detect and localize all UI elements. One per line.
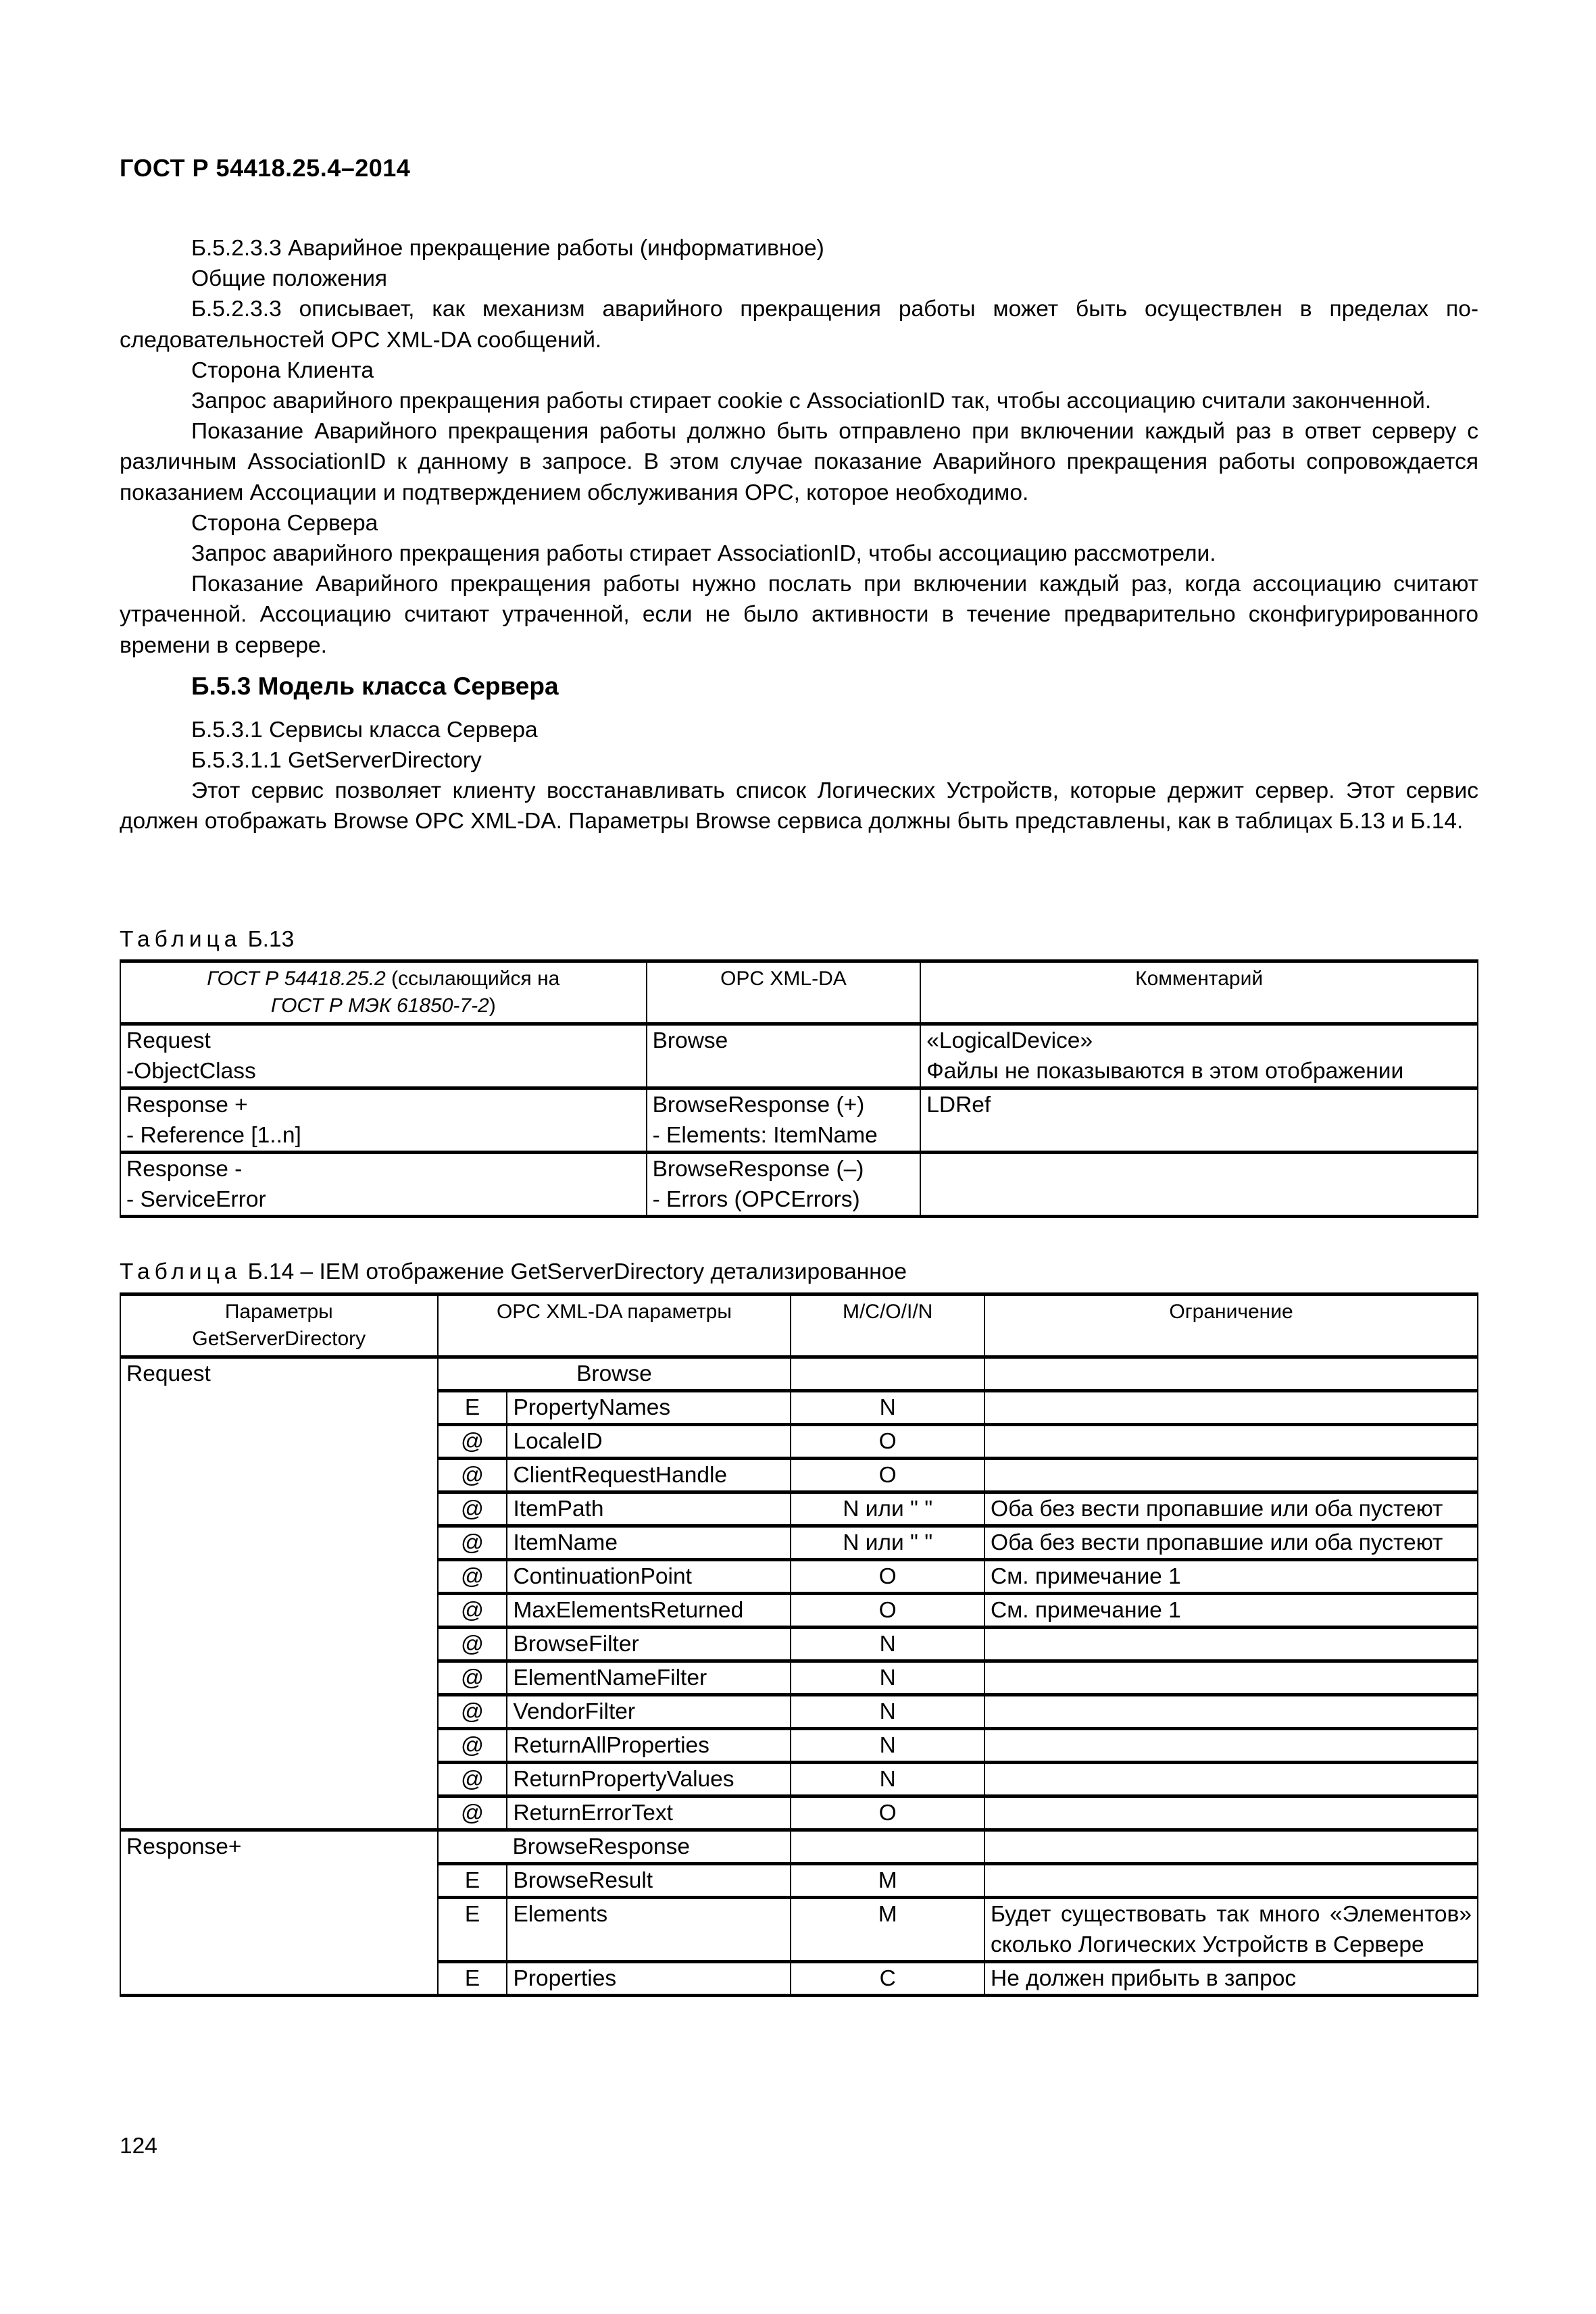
paragraph-heading: Сторона Клиента	[191, 357, 374, 383]
body-text	[120, 233, 1478, 837]
subsection-title: Б.5.3.1 Сервисы класса Сервера	[191, 717, 538, 743]
request-label: Request	[120, 1357, 438, 1830]
section-heading: Б.5.3 Модель класса Сервера	[191, 672, 559, 700]
paragraph: Запрос аварийного прекращения работы стирает AssociationID, чтобы ассоциацию рассмотрели.	[191, 541, 1216, 567]
table-header-row	[120, 1294, 1478, 1357]
paragraph: Показание Аварийного прекращения работы должно быть отправлено при включении каждый раз в ответ серверу с различным AssociationID к данному в запросе. В этом случае показание Аварийного прекращения работы сопровождается показанием Ассоциации и подтверждением обслуживания OPC, которое необходимо.	[120, 419, 1478, 505]
table-row: @ ItemName N или " " Оба без вести пропавшие или оба пустеют	[120, 1526, 1478, 1560]
table-row: @ ElementNameFilter N	[120, 1661, 1478, 1695]
paragraph: Б.5.2.3.3 описывает, как механизм аварийного прекращения работы может быть осуществлен в пределах последовательностей OPC XML-DA сообщений.	[120, 297, 1478, 353]
caption-id: Б.13	[247, 927, 295, 952]
subsection-title: Б.5.2.3.3 Аварийное прекращение работы (информативное)	[191, 236, 824, 261]
table-header-row	[120, 961, 1478, 1024]
response-root: BrowseResponse	[507, 1830, 791, 1864]
page-number: 124	[120, 2134, 157, 2159]
paragraph-heading: Сторона Сервера	[191, 510, 378, 536]
table-row: @ ClientRequestHandle O	[120, 1459, 1478, 1492]
table-row: @ BrowseFilter N	[120, 1628, 1478, 1661]
table-row: @ ReturnAllProperties N	[120, 1729, 1478, 1763]
caption-title: Б.14 – IEM отображение GetServerDirectory детализированное	[247, 1259, 907, 1284]
header-comment: Комментарий	[920, 961, 1478, 1024]
table-row: @ ContinuationPoint O См. примечание 1	[120, 1560, 1478, 1594]
table-row: @ ReturnErrorText O	[120, 1796, 1478, 1830]
caption-word: Таблица	[120, 1259, 242, 1284]
header-opc-xml-da: OPC XML-DA	[647, 961, 921, 1024]
paragraph: Запрос аварийного прекращения работы стирает cookie с AssociationID так, чтобы ассоциацию считали законченной.	[191, 388, 1432, 414]
table-row: E PropertyNames N	[120, 1391, 1478, 1425]
header-mcoin: M/C/O/I/N	[791, 1294, 984, 1357]
response-label: Response+	[120, 1830, 438, 1996]
caption-word: Таблица	[120, 927, 242, 952]
table-row: E Elements M Будет существовать так много «Элементов» сколько Логических Устройств в Сервере	[120, 1898, 1478, 1962]
table-row: Request -ObjectClass Browse «LogicalDevice» Файлы не показываются в этом отображении	[120, 1024, 1478, 1088]
paragraph: Показание Аварийного прекращения работы нужно послать при включении каждый раз, когда ассоциацию считают утраченной. Ассоциацию считают утраченной, если не было активности в течение предварительно сконфигурированного времени в сервере.	[120, 572, 1478, 658]
header-parameters: Параметры GetServerDirectory	[120, 1294, 438, 1357]
table-row: @ LocaleID O	[120, 1425, 1478, 1459]
table-row	[120, 1830, 1478, 1864]
paragraph: Этот сервис позволяет клиенту восстанавливать список Логических Устройств, которые держит сервер. Этот сервис должен отображать Browse OPC XML-DA. Параметры Browse сервиса должны быть представлены, как в таблицах Б.13 и Б.14.	[120, 778, 1478, 834]
document-id-header: ГОСТ Р 54418.25.4–2014	[120, 154, 411, 182]
header-gost-reference: ГОСТ Р 54418.25.2 (ссылающийся на ГОСТ Р МЭК 61850-7-2)	[120, 961, 647, 1024]
header-constraint: Ограничение	[984, 1294, 1478, 1357]
table-row: E Properties C Не должен прибыть в запрос	[120, 1962, 1478, 1996]
table-row: Response + - Reference [1..n] BrowseResponse (+) - Elements: ItemName LDRef	[120, 1088, 1478, 1153]
subsection-title: Б.5.3.1.1 GetServerDirectory	[191, 748, 482, 774]
table-row	[120, 1357, 1478, 1391]
request-root: Browse	[438, 1357, 791, 1391]
table-13-caption	[120, 924, 294, 955]
table-row: E BrowseResult M	[120, 1864, 1478, 1898]
table-row: Response - - ServiceError BrowseResponse (–) - Errors (OPCErrors)	[120, 1153, 1478, 1217]
table-row: @ VendorFilter N	[120, 1695, 1478, 1729]
header-opc-params: OPC XML-DA параметры	[438, 1294, 791, 1357]
table-row: @ MaxElementsReturned O См. примечание 1	[120, 1594, 1478, 1628]
paragraph-heading: Общие положения	[191, 266, 388, 292]
table-row: @ ReturnPropertyValues N	[120, 1763, 1478, 1796]
table-row: @ ItemPath N или " " Оба без вести пропавшие или оба пустеют	[120, 1492, 1478, 1526]
table-14-caption	[120, 1257, 907, 1287]
table-14	[120, 1292, 1478, 1997]
table-13	[120, 959, 1478, 1218]
